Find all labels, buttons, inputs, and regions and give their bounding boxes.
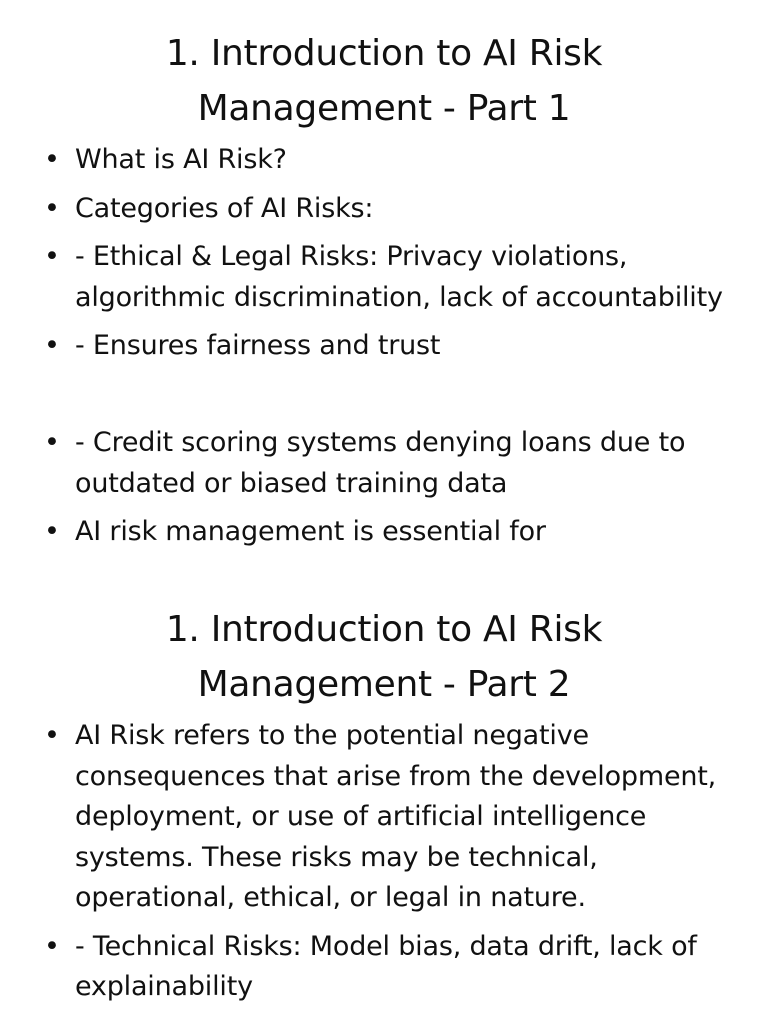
bullet-item: • What is AI Risk? [0, 140, 768, 181]
bullet-item-empty [0, 375, 768, 416]
slide-title: 1. Introduction to AI Risk Management - Part 1 [165, 33, 603, 129]
bullet-list [0, 716, 768, 1016]
bullet-item: • AI risk management is essential for [0, 512, 768, 553]
bullet-list [0, 140, 768, 561]
slide-part-2 [0, 576, 768, 1024]
bullet-item: • - Ensures fairness and trust [0, 326, 768, 367]
bullet-item: • - Technical Risks: Model bias, data drift, lack of explainability [0, 927, 768, 1008]
bullet-item: • AI Risk refers to the potential negative consequences that arise from the development, deployment, or use of artificial intelligence systems. These risks may be technical, operational, ethical, or legal in nature. [0, 716, 768, 919]
bullet-item: • - Ethical & Legal Risks: Privacy violations, algorithmic discrimination, lack of accountability [0, 237, 768, 318]
slide-title: 1. Introduction to AI Risk Management - Part 2 [165, 609, 603, 705]
bullet-item: • Categories of AI Risks: [0, 189, 768, 230]
bullet-item: • - Credit scoring systems denying loans due to outdated or biased training data [0, 423, 768, 504]
